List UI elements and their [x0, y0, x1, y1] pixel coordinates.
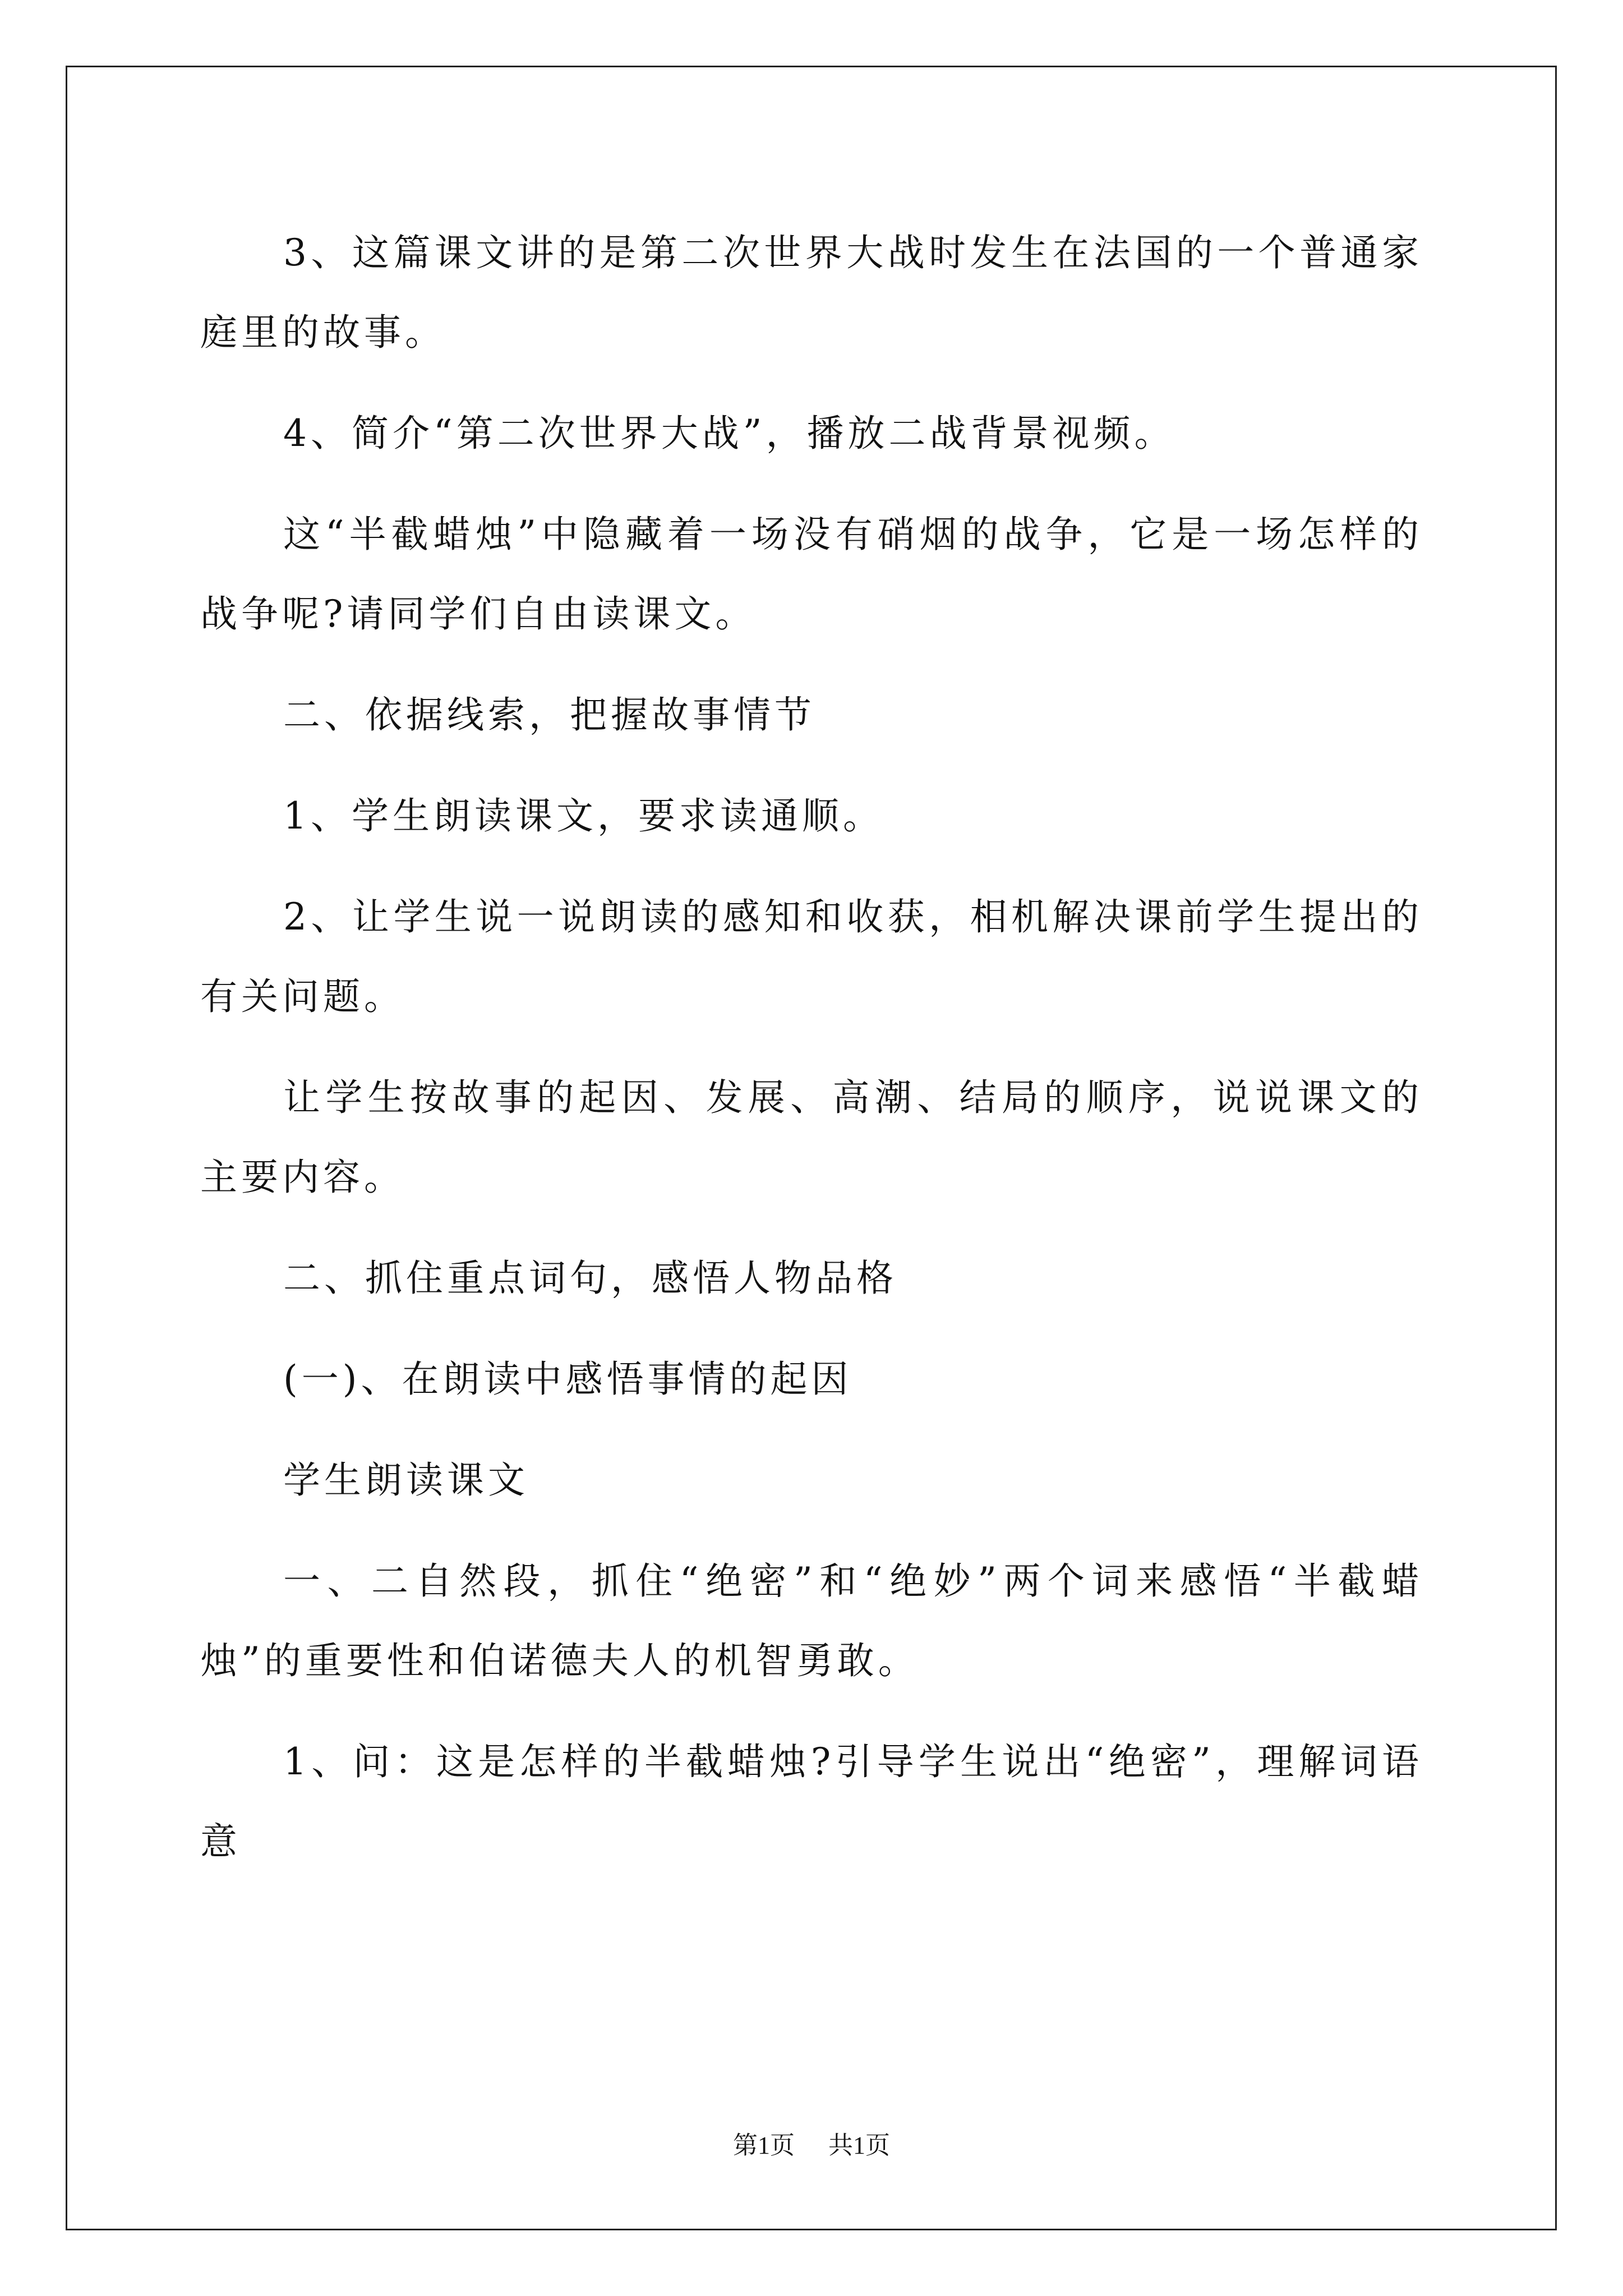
page-number: 第1页	[733, 2132, 795, 2159]
paragraph: 2、让学生说一说朗读的感知和收获，相机解决课前学生提出的有关问题。	[200, 895, 1423, 1018]
page-total: 共1页	[828, 2132, 890, 2159]
paragraph: 一、二自然段，抓住“绝密”和“绝妙”两个词来感悟“半截蜡烛”的重要性和伯诺德夫人的机智勇敢。	[200, 1559, 1423, 1682]
paragraph: 3、这篇课文讲的是第二次世界大战时发生在法国的一个普通家庭里的故事。	[200, 231, 1423, 354]
subsection-heading: (一)、在朗读中感悟事情的起因	[283, 1358, 852, 1401]
paragraph: 1、学生朗读课文，要求读通顺。	[283, 794, 884, 838]
paragraph: 学生朗读课文	[283, 1458, 529, 1502]
document-body	[200, 213, 1423, 1903]
paragraph: 4、简介“第二次世界大战”，播放二战背景视频。	[283, 412, 1175, 455]
paragraph: 这“半截蜡烛”中隐藏着一场没有硝烟的战争，它是一场怎样的战争呢?请同学们自由读课文。	[200, 513, 1423, 636]
paragraph: 让学生按故事的起因、发展、高潮、结局的顺序，说说课文的主要内容。	[200, 1076, 1423, 1199]
paragraph: 1、问：这是怎样的半截蜡烛?引导学生说出“绝密”，理解词语意	[200, 1740, 1423, 1863]
section-heading: 二、抓住重点词句，感悟人物品格	[283, 1257, 897, 1300]
page-footer	[0, 2125, 1623, 2161]
section-heading: 二、依据线索，把握故事情节	[283, 693, 815, 737]
